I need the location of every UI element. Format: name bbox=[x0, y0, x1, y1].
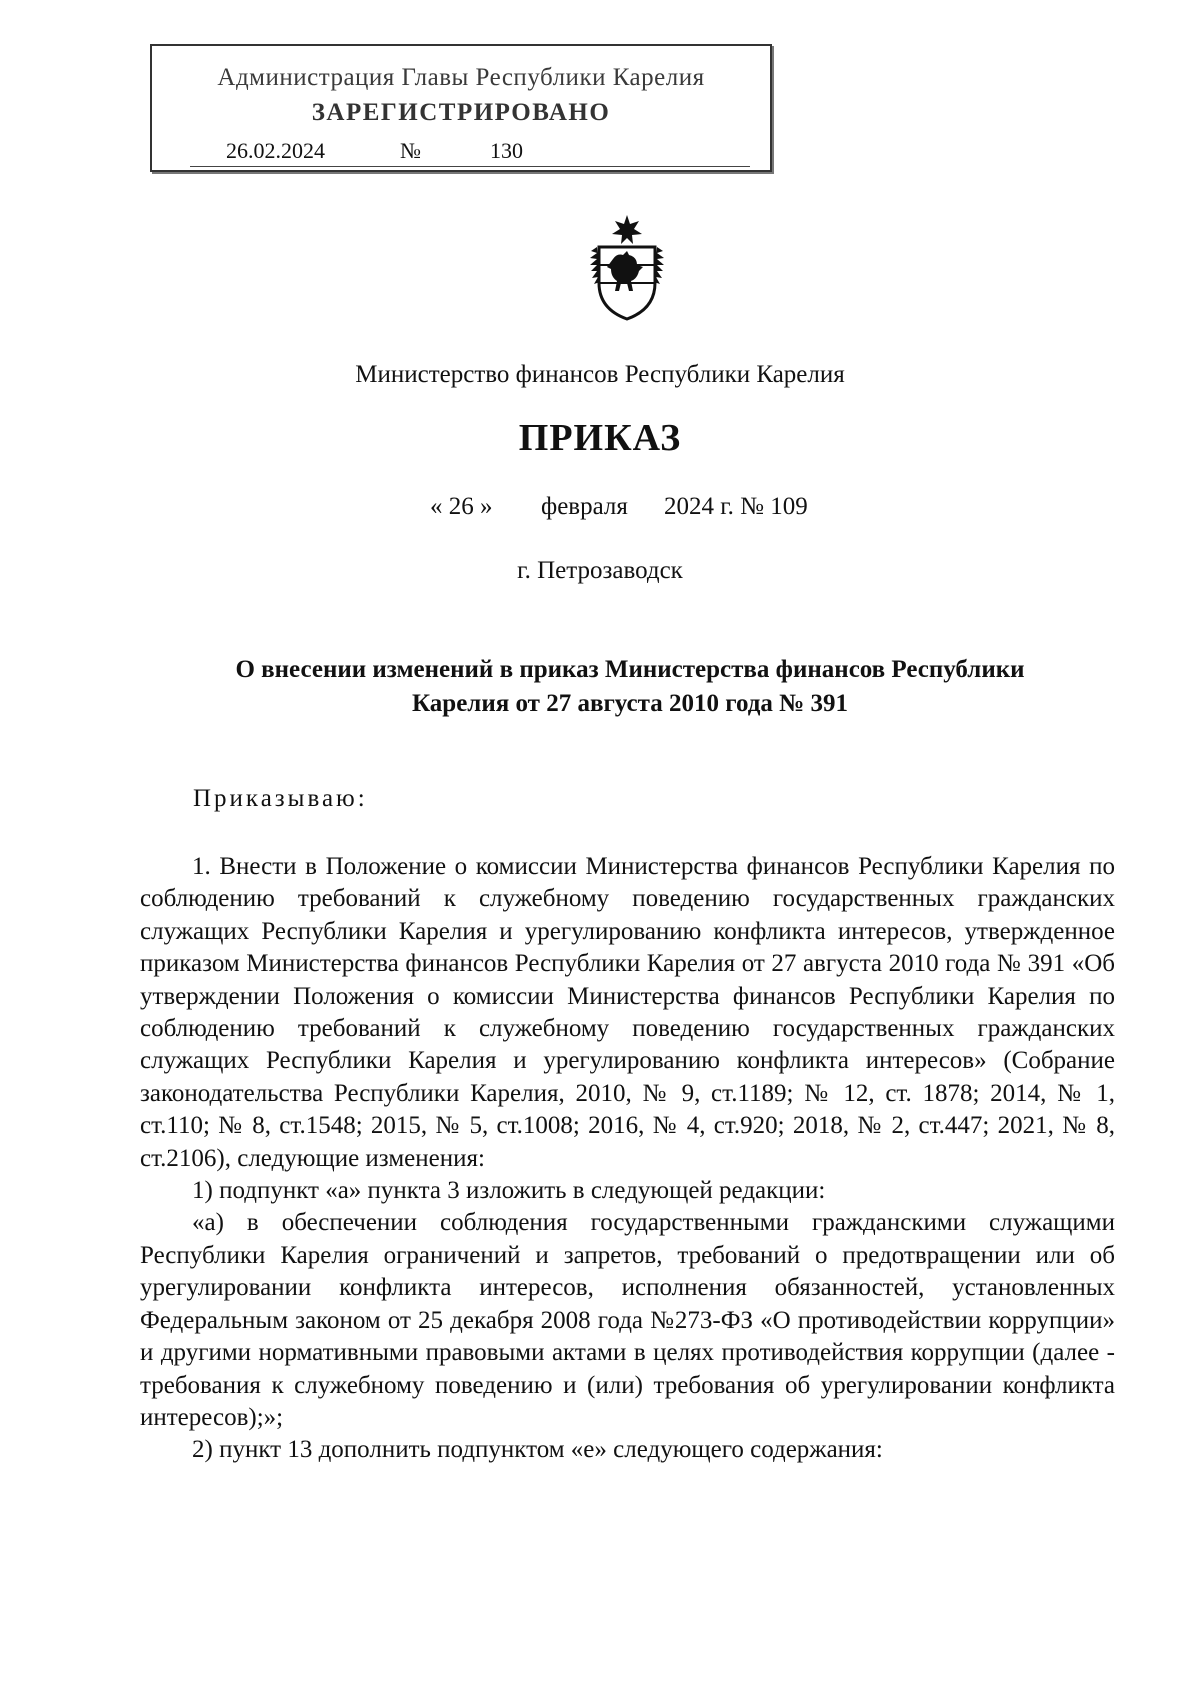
karelia-coat-of-arms-icon bbox=[583, 213, 671, 323]
order-date-month: февраля bbox=[541, 493, 628, 520]
order-date-year-number: 2024 г. № 109 bbox=[664, 493, 808, 520]
order-subject-line1: О внесении изменений в приказ Министерства финансов Республики bbox=[235, 656, 1025, 683]
order-subject-line2: Карелия от 27 августа 2010 года № 391 bbox=[412, 690, 848, 717]
stamp-registered-label: ЗАРЕГИСТРИРОВАНО bbox=[311, 99, 611, 126]
order-body bbox=[140, 851, 1115, 1467]
stamp-registration-row bbox=[190, 136, 750, 167]
ministry-name: Министерство финансов Республики Карелия bbox=[355, 361, 845, 388]
paragraph-subitem-1: 1) подпункт «а» пункта 3 изложить в следующей редакции: bbox=[192, 1177, 826, 1205]
issue-city: г. Петрозаводск bbox=[517, 557, 683, 584]
paragraph-quoted-subitem-a: «а) в обеспечении соблюдения государственными гражданскими служащими Республики Карелия ограничений и запретов, требований о предотвращении или об урегулировании конфликта интересов, исполнения обязанностей, установленных Федеральным законом от 25 декабря 2008 года №273-ФЗ «О противодействии коррупции» и другими нормативными правовыми актами в целях противодействия коррупции (далее - требования к служебному поведению и (или) требования об урегулировании конфликта интересов);»; bbox=[140, 1209, 1115, 1431]
order-date-day: « 26 » bbox=[430, 493, 493, 520]
stamp-number: 130 bbox=[490, 138, 523, 163]
paragraph-item-1: 1. Внести в Положение о комиссии Министерства финансов Республики Карелия по соблюдению требований к служебному поведению государственных гражданских служащих Республики Карелия и урегулированию конфликта интересов, утвержденное приказом Министерства финансов Республики Карелия от 27 августа 2010 года № 391 «Об утверждении Положения о комиссии Министерства финансов Республики Карелия по соблюдению требований к служебному поведению государственных гражданских служащих Республики Карелия и урегулированию конфликта интересов» (Собрание законодательства Республики Карелия, 2010, № 9, ст.1189; № 12, ст. 1878; 2014, № 1, ст.110; № 8, ст.1548; 2015, № 5, ст.1008; 2016, № 4, ст.920; 2018, № 2, ст.447; 2021, № 8, ст.2106), следующие изменения: bbox=[140, 853, 1115, 1172]
order-subject bbox=[140, 653, 1120, 721]
stamp-number-sign: № bbox=[400, 138, 421, 163]
order-directive-word: Приказываю: bbox=[193, 785, 368, 812]
document-type-title: ПРИКАЗ bbox=[518, 417, 682, 459]
paragraph-subitem-2: 2) пункт 13 дополнить подпунктом «е» следующего содержания: bbox=[192, 1436, 883, 1464]
registration-stamp bbox=[150, 44, 772, 172]
stamp-date: 26.02.2024 bbox=[226, 138, 325, 163]
stamp-authority: Администрация Главы Республики Карелия bbox=[217, 64, 705, 91]
